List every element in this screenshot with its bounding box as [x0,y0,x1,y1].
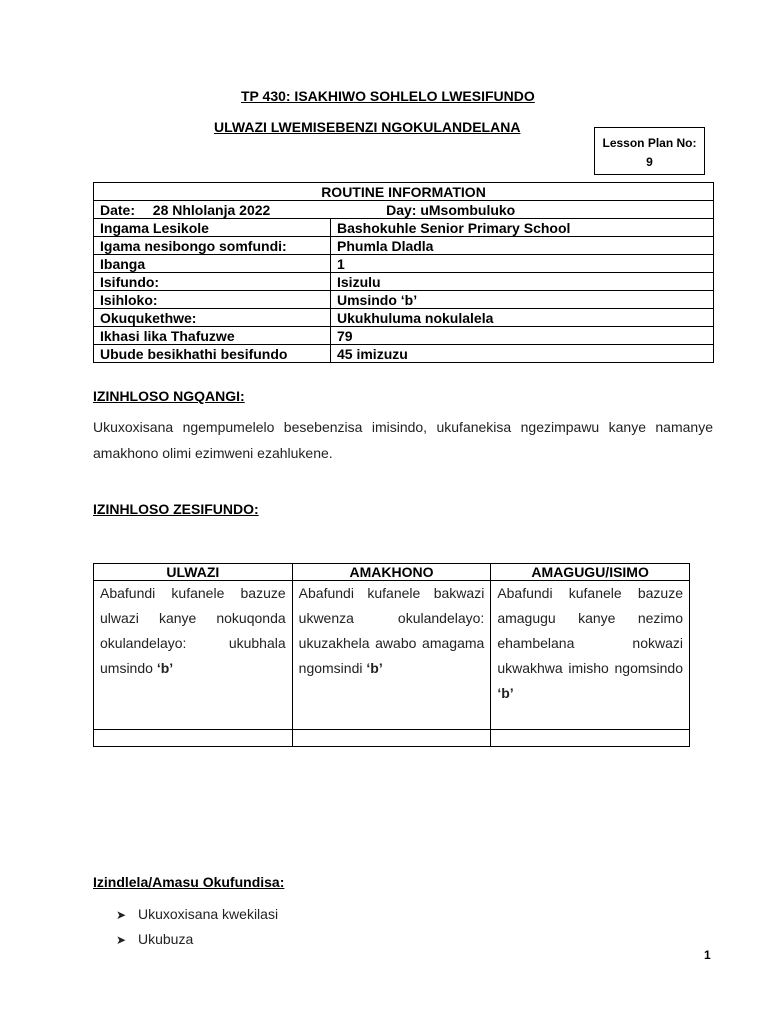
document-subtitle: ULWAZI LWEMISEBENZI NGOKULANDELANA [214,119,521,135]
date-label: Date: [100,201,136,218]
row-value: 45 imizuzu [331,345,714,363]
lesson-plan-label: Lesson Plan No: [602,136,697,150]
table-row [94,309,714,327]
list-item [116,902,278,927]
arrow-bullet-icon: ➤ [116,908,127,922]
row-label: Ubude besikhathi besifundo [94,345,331,363]
ulwazi-text: Abafundi kufanele bazuze ulwazi kanye nokuqonda okulandelayo: ukubhala umsindo [100,585,286,676]
amakhono-text: Abafundi kufanele bakwazi ukwenza okulandelayo: ukuzakhela awabo amagama ngomsindi [298,585,485,676]
date-value: 28 Nhlolanja 2022 [152,201,271,218]
row-label: Isifundo: [94,273,331,291]
row-value: Isizulu [331,273,714,291]
row-label: Okuqukethwe: [94,309,331,327]
day-label: Day: [386,201,417,218]
methods-heading: Izindlela/Amasu Okufundisa: [93,874,285,890]
column-header-ulwazi: ULWAZI [94,564,293,581]
table-row [94,345,714,363]
list-item-label: Ukubuza [138,931,194,947]
ulwazi-sound: ‘b’ [156,660,174,676]
column-header-amagugu: AMAGUGU/ISIMO [491,564,690,581]
amagugu-cell [491,581,690,730]
row-value: Ukukhuluma nokulalela [331,309,714,327]
column-header-amakhono: AMAKHONO [292,564,491,581]
lesson-aims-heading: IZINHLOSO ZESIFUNDO: [93,501,259,517]
date-day-row [94,201,714,219]
amakhono-cell [292,581,491,730]
lesson-plan-box [594,127,705,175]
main-aims-text: Ukuxoxisana ngempumelelo besebenzisa imisindo, ukufanekisa ngezimpawu kanye namanye amakhono olimi ezimweni ezahlukene. [93,419,713,461]
row-label: Ingama Lesikole [94,219,331,237]
row-value: 1 [331,255,714,273]
list-item [116,927,278,952]
table-row [94,219,714,237]
row-label: Ibanga [94,255,331,273]
lesson-plan-number: 9 [646,155,653,169]
arrow-bullet-icon: ➤ [116,933,127,947]
row-value: Phumla Dladla [331,237,714,255]
methods-list [116,902,278,952]
main-aims-heading: IZINHLOSO NGQANGI: [93,388,245,404]
page-number: 1 [704,948,711,962]
row-label: Igama nesibongo somfundi: [94,237,331,255]
row-value: Umsindo ‘b’ [331,291,714,309]
table-row [94,273,714,291]
table-row [94,291,714,309]
list-item-label: Ukuxoxisana kwekilasi [138,906,279,922]
routine-table-title: ROUTINE INFORMATION [94,183,714,201]
empty-cell [292,730,491,747]
table-row [94,327,714,345]
empty-cell [491,730,690,747]
amagugu-text: Abafundi kufanele bazuze amagugu kanye nezimo ehambelana nokwazi ukwakhwa imisho ngomsindo [497,585,683,676]
day-value: uMsombuluko [420,201,516,218]
table-row [94,237,714,255]
amakhono-sound: ‘b’ [366,660,383,676]
ulwazi-cell [94,581,293,730]
row-label: Isihloko: [94,291,331,309]
row-value: Bashokuhle Senior Primary School [331,219,714,237]
empty-cell [94,730,293,747]
row-value: 79 [331,327,714,345]
row-label: Ikhasi lika Thafuzwe [94,327,331,345]
table-row [94,255,714,273]
document-title: TP 430: ISAKHIWO SOHLELO LWESIFUNDO [241,88,535,104]
routine-information-table [93,182,714,363]
lesson-aims-table [93,563,690,747]
amagugu-sound: ‘b’ [497,685,514,701]
